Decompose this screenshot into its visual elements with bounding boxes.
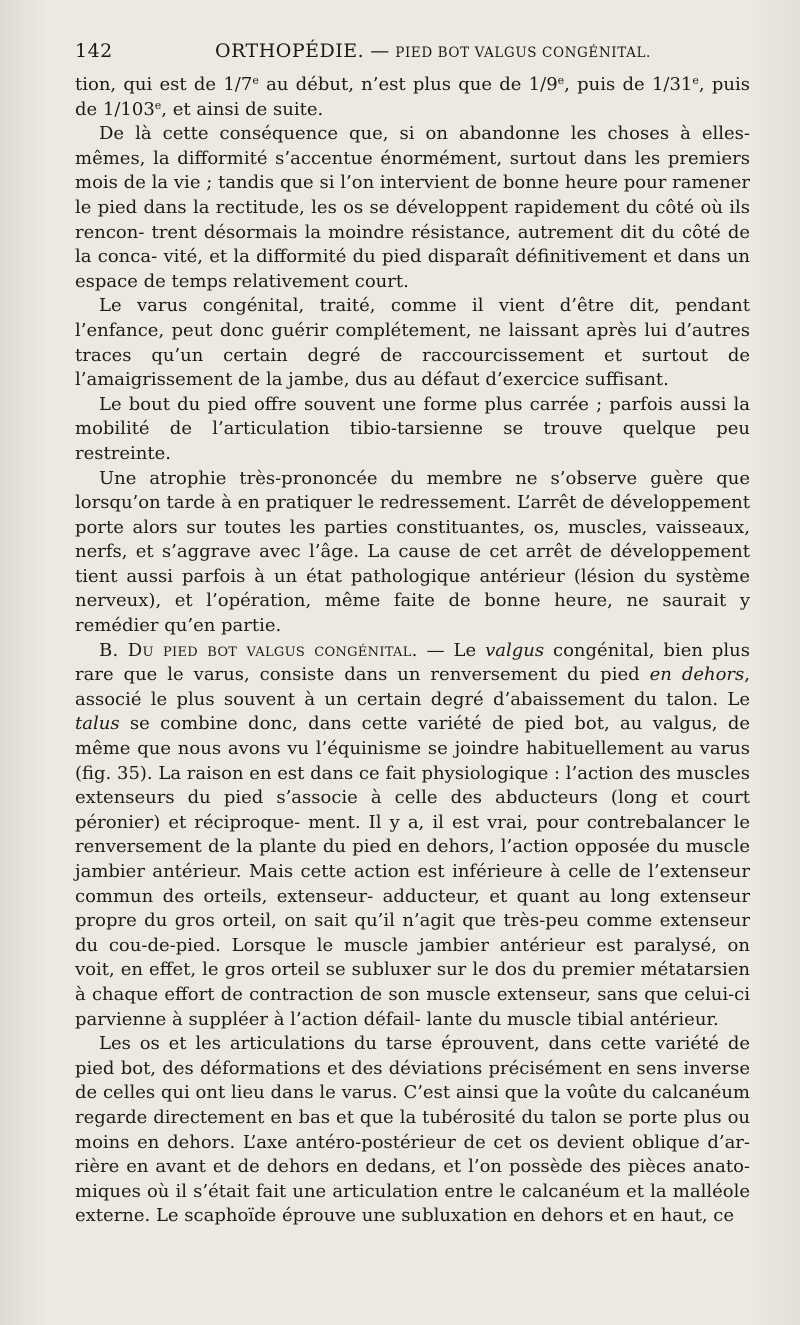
paragraph-4: Le bout du pied offre souvent une forme plus carrée ; parfois aussi la mobilité de l’articulation tibio-tarsienne se trouve quelque peu restreinte. (75, 393, 750, 464)
paragraph-1-text-3: , puis de 1/31 (564, 74, 693, 95)
running-head-subtitle: PIED BOT VALGUS CONGÉNITAL. (395, 45, 651, 61)
ordinal-sup-1: e (252, 74, 259, 87)
paragraph-6-text-2: congénital, bien plus rare que le varus, consiste dans un renversement du pied (75, 639, 750, 686)
paragraph-6-text-3: , associé le plus souvent à un certain degré d’abaissement du talon. Le (75, 664, 750, 710)
body-text (75, 73, 750, 1229)
page-header (75, 40, 750, 68)
paragraph-3: Le varus congénital, traité, comme il vient d’être dit, pendant l’enfance, peut donc guérir complétement, ne laissant après lui d’autres traces qu’un certain degré de raccourcissement et surtout de l’amaigrissement de la jambe, dus au défaut d’exercice suffisant. (75, 295, 750, 391)
paragraph-7: Les os et les articulations du tarse éprouvent, dans cette variété de pied bot, des déformations et des déviations précisément en sens inverse de celles qui ont lieu dans le varus. C’est ainsi que la voûte du calcanéum regarde directement en bas et que la tubérosité du talon se porte plus ou moins en dehors. L’axe antéro-postérieur de cet os devient oblique d’ar- rière en avant et de dehors en dedans, et l’on possède des pièces anato- miques où il s’était fait une articulation entre le calcanéum et la malléole externe. Le scaphoïde éprouve une subluxation en dehors et en haut, ce (75, 1033, 750, 1227)
paragraph-6 (75, 639, 750, 1033)
page-number: 142 (75, 40, 113, 62)
paragraph-5: Une atrophie très-prononcée du membre ne s’observe guère que lorsqu’on tarde à en pratiquer le redressement. L’arrêt de développement porte alors sur toutes les parties constituantes, os, muscles, vaisseaux, nerfs, et s’aggrave avec l’âge. La cause de cet arrêt de développement tient aussi parfois à un état pathologique antérieur (lésion du système nerveux), et l’opération, même faite de bonne heure, ne saurait y remédier qu’en partie. (75, 467, 750, 637)
section-heading: B. Du pied bot valgus congénital. (99, 639, 418, 661)
ordinal-sup-3: e (692, 74, 699, 87)
paragraph-6-text-4: se combine donc, dans cette variété de pied bot, au valgus, de même que nous avons vu l’équinisme se joindre habituellement au varus (fig. 35). La raison en est dans ce fait physiologique : l’action des muscles extenseurs du pied s’associe à celle des abducteurs (long et court péronier) et réciproque- ment. Il y a, il est vrai, pour contrebalancer le renversement de la plante du pied en dehors, l’action opposée du muscle jambier antérieur. Mais cette action est inférieure à celle de l’extenseur commun des orteils, extenseur- adducteur, et quant au long extenseur propre du gros orteil, on sait qu’il n’agit que très-peu comme extenseur du cou-de-pied. Lorsque le muscle jambier antérieur est paralysé, on voit, en effet, le gros orteil se subluxer sur le dos du premier métatarsien à chaque effort de contraction de son muscle extenseur, sans que celui-ci parvienne à suppléer à l’action défail- lante du muscle tibial antérieur. (75, 713, 750, 1030)
paragraph-1-text-1: tion, qui est de 1/7 (75, 74, 253, 95)
paragraph-1-text-5: , et ainsi de suite. (161, 98, 324, 120)
paragraph-1-text-2: au début, n’est plus que de 1/9 (258, 74, 558, 95)
ordinal-sup-4: e (154, 98, 162, 112)
italic-en-dehors: en dehors (649, 664, 745, 686)
paragraph-6-text-1: — Le (417, 639, 486, 661)
running-head (215, 40, 651, 62)
paragraph-2: De là cette conséquence que, si on abandonne les choses à elles-mêmes, la difformité s’accentue énormément, surtout dans les premiers mois de la vie ; tandis que si l’on intervient de bonne heure pour ramener le pied dans la rectitude, les os se développent rapidement du côté où ils rencon- trent désormais la moindre résistance, autrement dit du côté de la conca- vité, et la difformité du pied disparaît définitivement et dans un espace de temps relativement court. (75, 123, 750, 292)
paragraph-1-text-4: , puis de 1/103 (75, 74, 750, 120)
italic-valgus: valgus (485, 639, 545, 661)
ordinal-sup-2: e (557, 74, 565, 87)
running-head-title: ORTHOPÉDIE. (215, 40, 365, 62)
italic-talus: talus (75, 713, 120, 735)
running-head-dash: — (364, 40, 396, 62)
paragraph-1 (75, 73, 750, 122)
